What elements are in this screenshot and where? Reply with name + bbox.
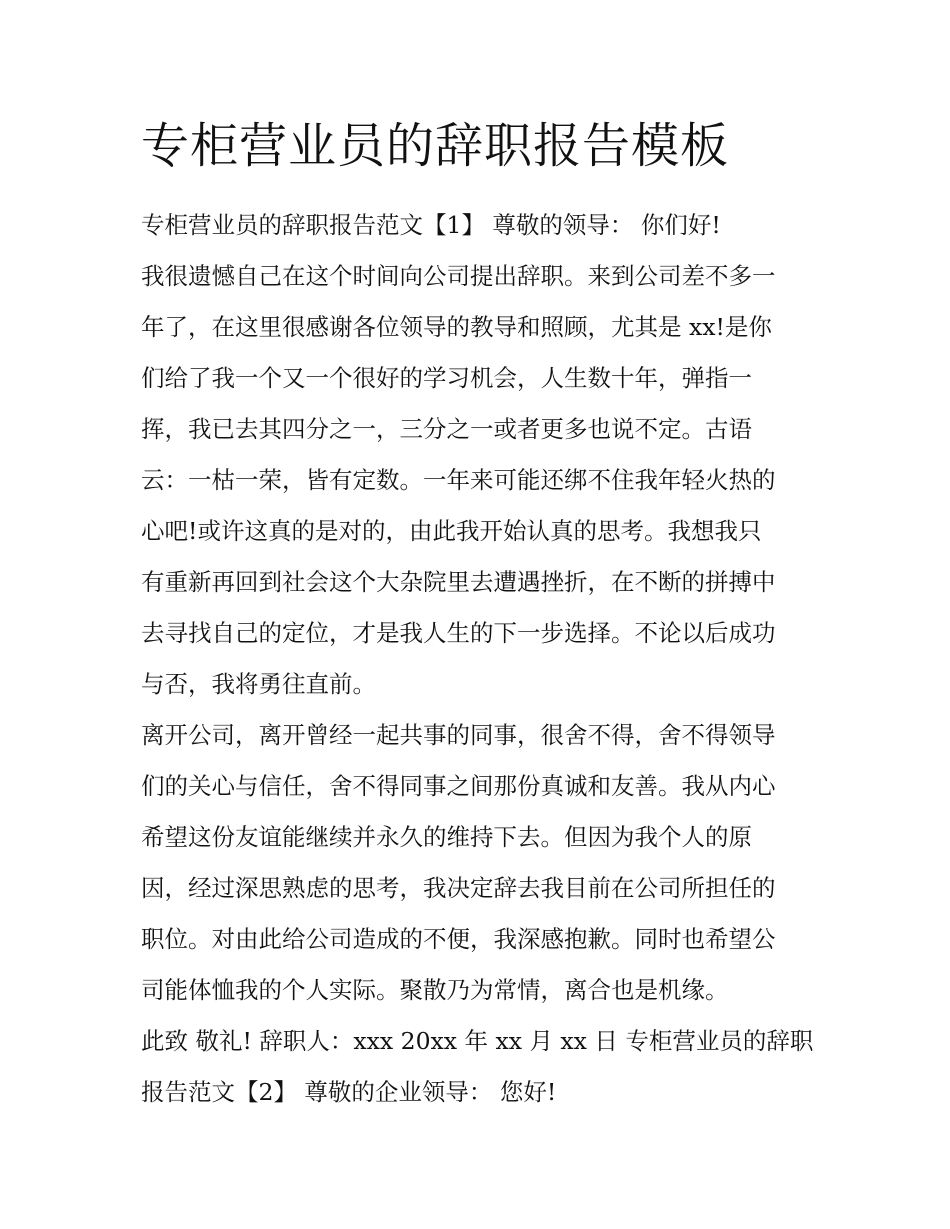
paragraph-line: 专柜营业员的辞职报告范文【1】 尊敬的领导： 你们好!: [141, 211, 721, 239]
paragraph-line: 离开公司，离开曾经一起共事的同事，很舍不得，舍不得领导: [141, 721, 776, 749]
paragraph-line: 去寻找自己的定位，才是我人生的下一步选择。不论以后成功: [141, 619, 776, 647]
paragraph-line: 我很遗憾自己在这个时间向公司提出辞职。来到公司差不多一: [141, 262, 776, 290]
paragraph-line: 职位。对由此给公司造成的不便，我深感抱歉。同时也希望公: [141, 925, 776, 953]
paragraph-line: 云：一枯一荣，皆有定数。一年来可能还绑不住我年轻火热的: [141, 466, 776, 494]
paragraph-line: 年了，在这里很感谢各位领导的教导和照顾，尤其是 xx!是你: [141, 313, 772, 341]
document-body: [141, 200, 813, 1118]
paragraph-line: 司能体恤我的个人实际。聚散乃为常情，离合也是机缘。: [141, 976, 729, 1004]
paragraph-line: 心吧!或许这真的是对的，由此我开始认真的思考。我想我只: [141, 517, 762, 545]
paragraph-line: 们的关心与信任，舍不得同事之间那份真诚和友善。我从内心: [141, 772, 776, 800]
paragraph-line: 此致 敬礼! 辞职人：xxx 20xx 年 xx 月 xx 日 专柜营业员的辞职: [141, 1027, 814, 1055]
paragraph-line: 们给了我一个又一个很好的学习机会，人生数十年，弹指一: [141, 364, 752, 392]
paragraph-line: 因，经过深思熟虑的思考，我决定辞去我目前在公司所担任的: [141, 874, 776, 902]
paragraph-line: 与否，我将勇往直前。: [141, 670, 376, 698]
paragraph-line: 希望这份友谊能继续并永久的维持下去。但因为我个人的原: [141, 823, 752, 851]
paragraph-line: 报告范文【2】 尊敬的企业领导： 您好!: [141, 1078, 557, 1106]
paragraph-line: 有重新再回到社会这个大杂院里去遭遇挫折，在不断的拼搏中: [141, 568, 776, 596]
paragraph-line: 挥，我已去其四分之一，三分之一或者更多也说不定。古语: [141, 415, 752, 443]
document-title: 专柜营业员的辞职报告模板: [141, 118, 730, 174]
